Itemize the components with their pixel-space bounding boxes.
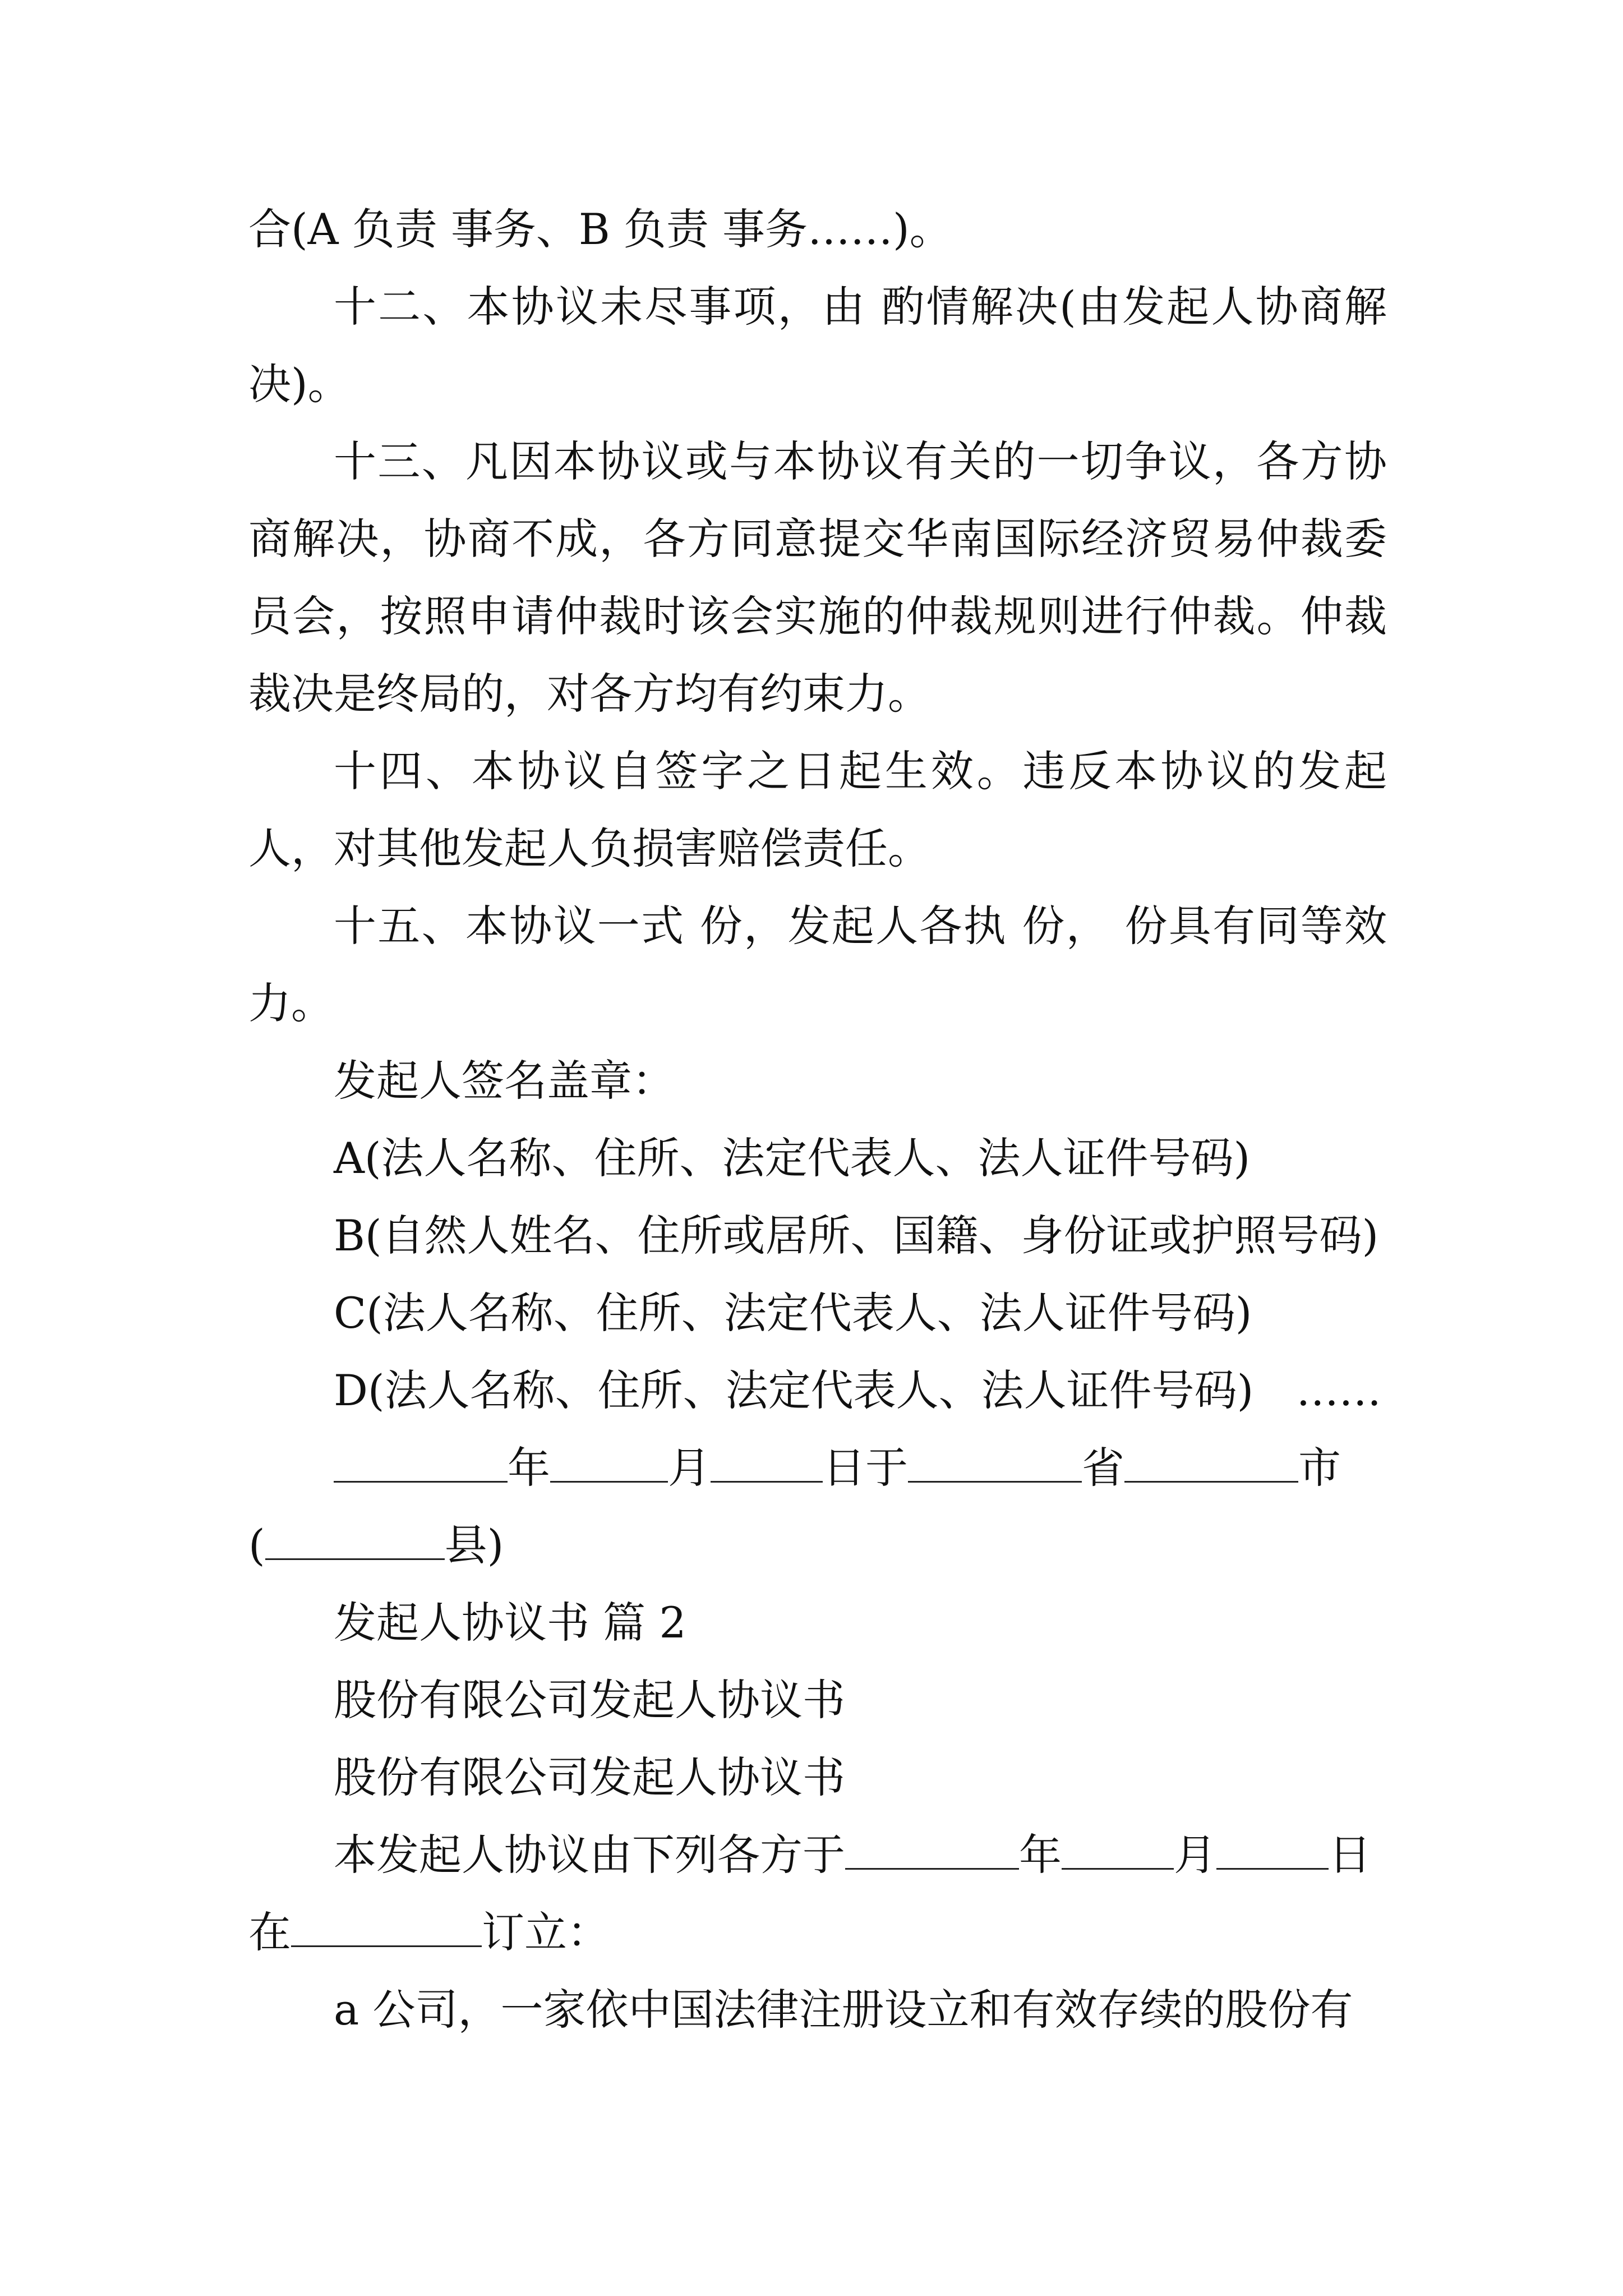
paragraph-12: 十二、本协议未尽事项，由 酌情解决(由发起人协商解决)。 (248, 282, 1387, 409)
city-blank (1124, 1445, 1298, 1483)
party-b-line: B(自然人姓名、住所或居所、国籍、身份证或护照号码) (334, 1211, 1379, 1260)
intro-place-blank (291, 1910, 482, 1947)
intro-month-label: 月 (1174, 1830, 1216, 1880)
paragraph-15: 十五、本协议一式 份，发起人各执 份， 份具有同等效力。 (248, 901, 1387, 1028)
signature-heading: 发起人签名盖章： (334, 1056, 675, 1106)
day-blank (711, 1445, 823, 1483)
party-d-more: …… (1296, 1365, 1382, 1415)
intro-month-blank (1062, 1832, 1174, 1870)
document-title-2: 股份有限公司发起人协议书 (334, 1752, 845, 1802)
document-title-1: 股份有限公司发起人协议书 (334, 1675, 845, 1725)
paragraph-11-tail: 合(A 负责 事务、B 负责 事务……)。 (248, 204, 952, 254)
paragraph-14: 十四、本协议自签字之日起生效。违反本协议的发起人，对其他发起人负损害赔偿责任。 (248, 746, 1387, 873)
intro-day-blank (1216, 1832, 1329, 1870)
party-a-line: A(法人名称、住所、法定代表人、法人证件号码) (334, 1133, 1251, 1183)
county-label: 县) (444, 1520, 504, 1570)
date-place-line (248, 1429, 1387, 1584)
province-blank (908, 1445, 1082, 1483)
section-title: 发起人协议书 篇 2 (334, 1598, 686, 1648)
document-page (248, 191, 1387, 2049)
party-d-text: D(法人名称、住所、法定代表人、法人证件号码) (334, 1365, 1254, 1415)
county-blank (265, 1522, 445, 1560)
year-blank (334, 1445, 508, 1483)
intro-year-label: 年 (1019, 1830, 1062, 1880)
date-day-label: 日于 (823, 1443, 908, 1493)
intro-signed-label: 订立： (482, 1907, 610, 1957)
city-label: 市 (1298, 1443, 1341, 1493)
intro-paragraph (248, 1816, 1387, 1971)
county-open-paren: ( (248, 1520, 265, 1570)
province-label: 省 (1082, 1443, 1124, 1493)
party-d-line (248, 1352, 1387, 1429)
paragraph-13: 十三、凡因本协议或与本协议有关的一切争议，各方协商解决，协商不成，各方同意提交华南国际经济贸易仲裁委员会，按照申请仲裁时该会实施的仲裁规则进行仲裁。仲裁裁决是终局的，对各方均有约束力。 (248, 436, 1387, 719)
intro-lead: 本发起人协议由下列各方于 (334, 1830, 845, 1880)
party-c-line: C(法人名称、住所、法定代表人、法人证件号码) (334, 1288, 1252, 1338)
date-year-label: 年 (508, 1443, 550, 1493)
date-month-label: 月 (668, 1443, 711, 1493)
intro-at-label: 在 (248, 1907, 291, 1957)
party-a-intro: a 公司，一家依中国法律注册设立和有效存续的股份有 (334, 1985, 1353, 2035)
month-blank (550, 1445, 668, 1483)
intro-year-blank (845, 1832, 1019, 1870)
intro-day-label: 日 (1329, 1830, 1371, 1880)
